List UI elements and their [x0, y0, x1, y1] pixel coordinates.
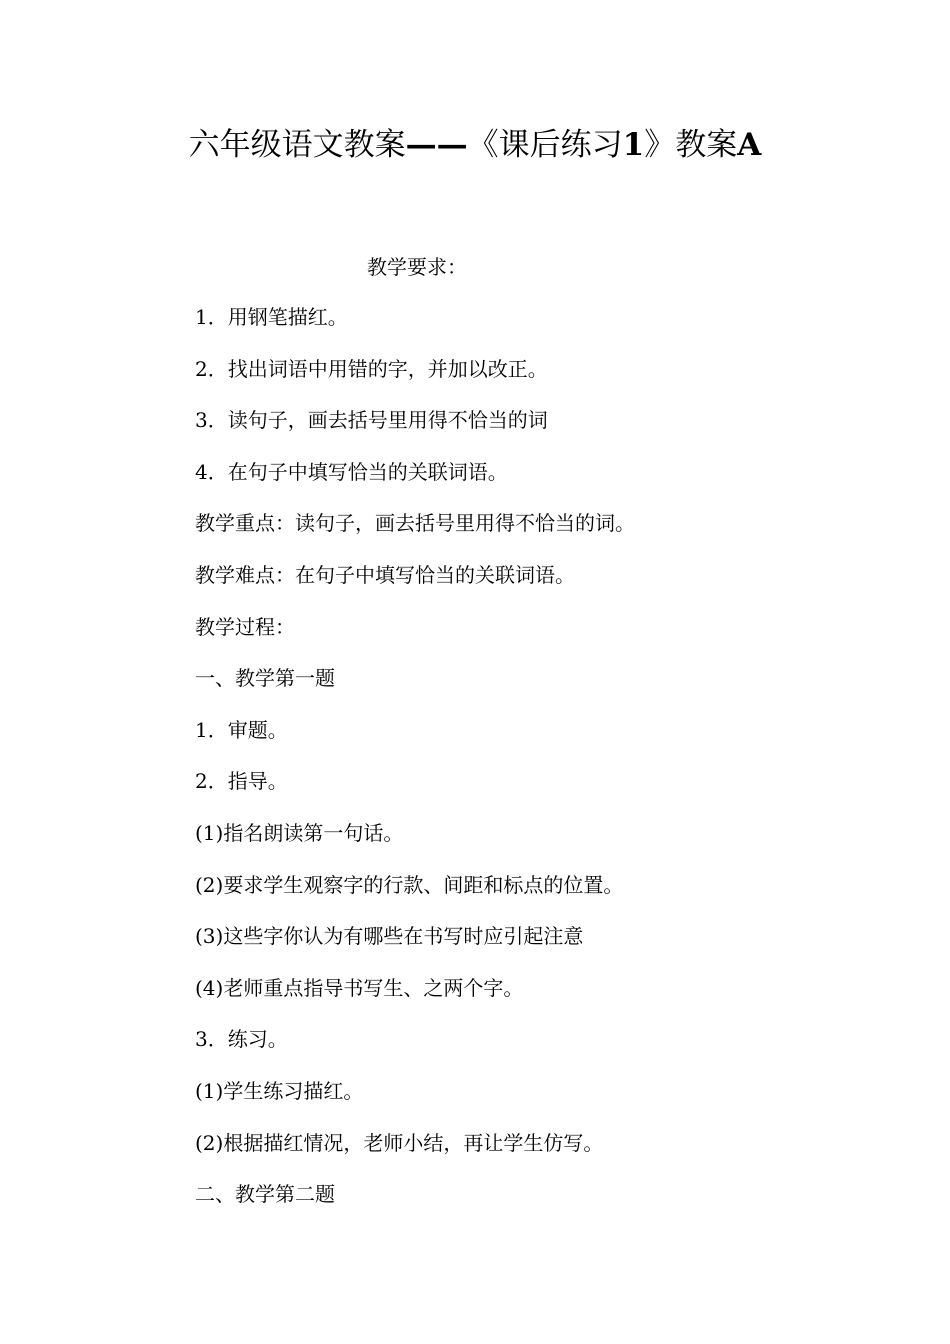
- title-number: 1: [622, 127, 645, 163]
- text-line: 二、教学第二题: [195, 1182, 335, 1207]
- text-line: 教学过程：: [195, 614, 295, 639]
- text-line: (2)根据描红情况，老师小结，再让学生仿写。: [195, 1130, 604, 1155]
- title-part-1: 六年级语文教案: [188, 127, 406, 163]
- text-line: 教学难点：在句子中填写恰当的关联词语。: [195, 562, 575, 587]
- text-line: 1．审题。: [195, 717, 288, 742]
- text-line: (3)这些字你认为有哪些在书写时应引起注意: [195, 924, 584, 949]
- text-line: 1．用钢笔描红。: [195, 305, 348, 329]
- text-line: 2．找出词语中用错的字，并加以改正。: [195, 356, 548, 381]
- section-heading: 教学要求：: [367, 255, 467, 279]
- text-line: (1)指名朗读第一句话。: [195, 820, 404, 845]
- text-line: (4)老师重点指导书写生、之两个字。: [195, 975, 524, 1000]
- text-line: 2．指导。: [195, 769, 288, 794]
- document-title: [0, 118, 950, 172]
- title-dash: ——: [405, 127, 468, 163]
- text-line: 一、教学第一题: [195, 666, 335, 691]
- text-line: 教学重点：读句子，画去括号里用得不恰当的词。: [195, 511, 635, 536]
- title-part-2: 《课后练习: [467, 127, 623, 163]
- title-part-3: 》教案: [644, 127, 738, 163]
- title-letter: A: [737, 127, 762, 163]
- text-line: 4．在句子中填写恰当的关联词语。: [195, 459, 508, 484]
- text-line: 3．练习。: [195, 1027, 288, 1052]
- text-line: (2)要求学生观察字的行款、间距和标点的位置。: [195, 872, 624, 897]
- body-text: [195, 300, 895, 1229]
- text-line: 3．读句子，画去括号里用得不恰当的词: [195, 408, 548, 433]
- text-line: (1)学生练习描红。: [195, 1078, 364, 1103]
